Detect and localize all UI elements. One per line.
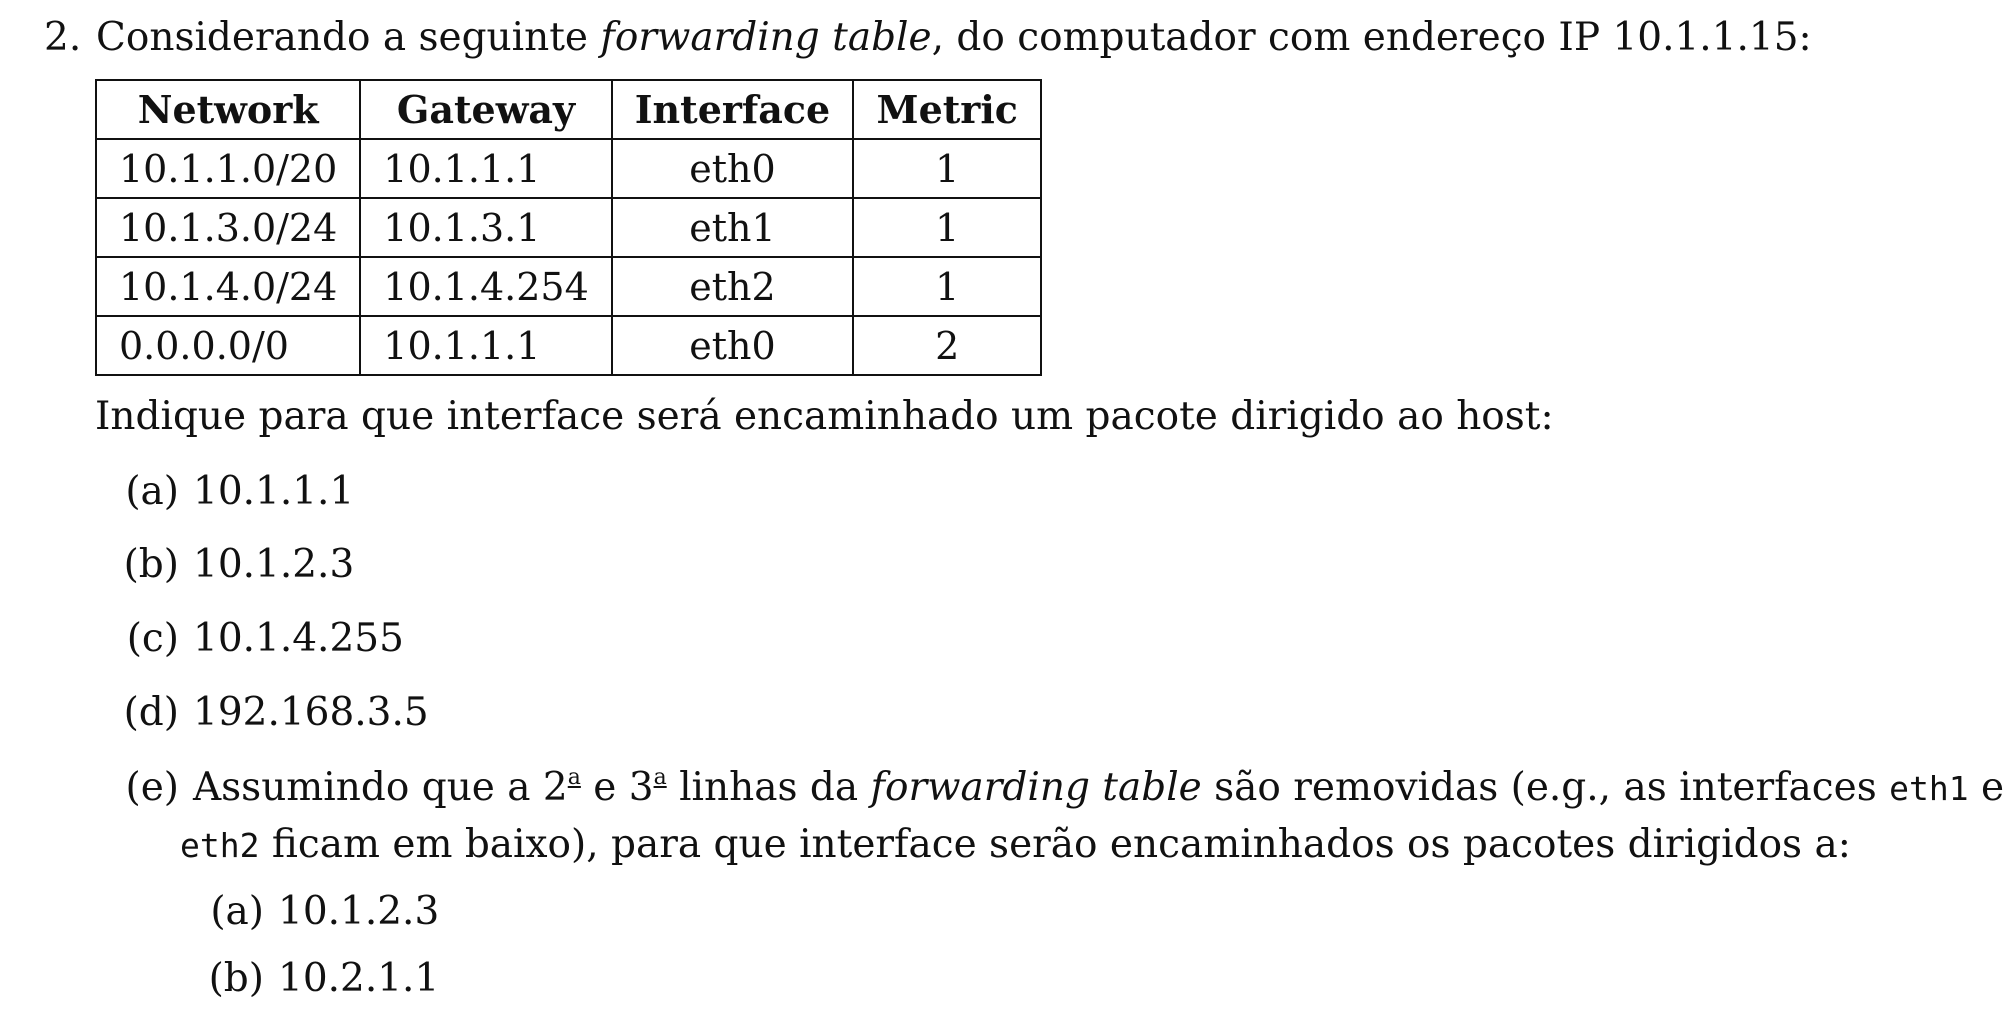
item-label: (a): [210, 889, 264, 934]
item-label: (b): [123, 542, 179, 587]
item-text: 10.1.2.3: [193, 542, 355, 587]
cell-interface: eth1: [612, 198, 853, 257]
cell-metric: 1: [853, 257, 1041, 316]
sub-list-item: [180, 955, 439, 1003]
cell-interface: eth0: [612, 316, 853, 375]
item-e-emphasis: forwarding table: [870, 765, 1202, 810]
item-label: (e): [125, 765, 179, 810]
item-e-line-2: [180, 821, 1851, 870]
item-e-text: e 3: [580, 765, 654, 810]
cell-gateway: 10.1.1.1: [360, 139, 611, 198]
item-e-text: linhas da: [666, 765, 871, 810]
sub-list-item: [180, 888, 439, 936]
header-gateway: Gateway: [360, 80, 611, 139]
item-text: 10.2.1.1: [278, 956, 440, 1001]
list-item: [95, 541, 354, 589]
item-text: 10.1.4.255: [193, 616, 404, 661]
header-interface: Interface: [612, 80, 853, 139]
item-label: (b): [208, 956, 264, 1001]
question-number: 2.: [44, 15, 82, 60]
table-row: [96, 139, 1041, 198]
header-network: Network: [96, 80, 360, 139]
item-label: (a): [125, 469, 179, 514]
intro-text-end: , do computador com endereço IP 10.1.1.15:: [931, 15, 1812, 60]
ordinal-indicator: a: [653, 765, 667, 790]
cell-network: 10.1.4.0/24: [96, 257, 360, 316]
code-interface-eth2: eth2: [180, 826, 260, 865]
cell-interface: eth0: [612, 139, 853, 198]
table-row: [96, 198, 1041, 257]
item-text: 10.1.2.3: [278, 889, 440, 934]
cell-metric: 1: [853, 139, 1041, 198]
code-interface-eth1: eth1: [1889, 769, 1969, 808]
intro-emphasis: forwarding table: [600, 15, 932, 60]
item-e-text: e: [1968, 765, 2004, 810]
cell-metric: 2: [853, 316, 1041, 375]
instruction-text: Indique para que interface será encaminhado um pacote dirigido ao host:: [95, 394, 1554, 439]
cell-network: 10.1.3.0/24: [96, 198, 360, 257]
cell-gateway: 10.1.1.1: [360, 316, 611, 375]
question-intro: [44, 14, 1812, 62]
cell-gateway: 10.1.3.1: [360, 198, 611, 257]
item-e-text: Assumindo que a 2: [193, 765, 568, 810]
list-item: [95, 468, 354, 516]
table-header-row: [96, 80, 1041, 139]
item-text: 10.1.1.1: [193, 469, 355, 514]
cell-interface: eth2: [612, 257, 853, 316]
cell-network: 10.1.1.0/20: [96, 139, 360, 198]
item-label: (d): [123, 690, 179, 735]
list-item: [95, 615, 404, 663]
item-text: 192.168.3.5: [193, 690, 429, 735]
list-item: [95, 689, 429, 737]
item-e-line-1: [95, 764, 2004, 813]
cell-network: 0.0.0.0/0: [96, 316, 360, 375]
cell-metric: 1: [853, 198, 1041, 257]
item-e-text: são removidas (e.g., as interfaces: [1201, 765, 1890, 810]
cell-gateway: 10.1.4.254: [360, 257, 611, 316]
table-row: [96, 257, 1041, 316]
item-e-text: ficam em baixo), para que interface serão encaminhados os pacotes dirigidos a:: [259, 822, 1851, 867]
table-row: [96, 316, 1041, 375]
header-metric: Metric: [853, 80, 1041, 139]
forwarding-table: [95, 79, 1042, 376]
ordinal-indicator: a: [567, 765, 581, 790]
item-label: (c): [126, 616, 179, 661]
intro-text-start: Considerando a seguinte: [96, 15, 601, 60]
